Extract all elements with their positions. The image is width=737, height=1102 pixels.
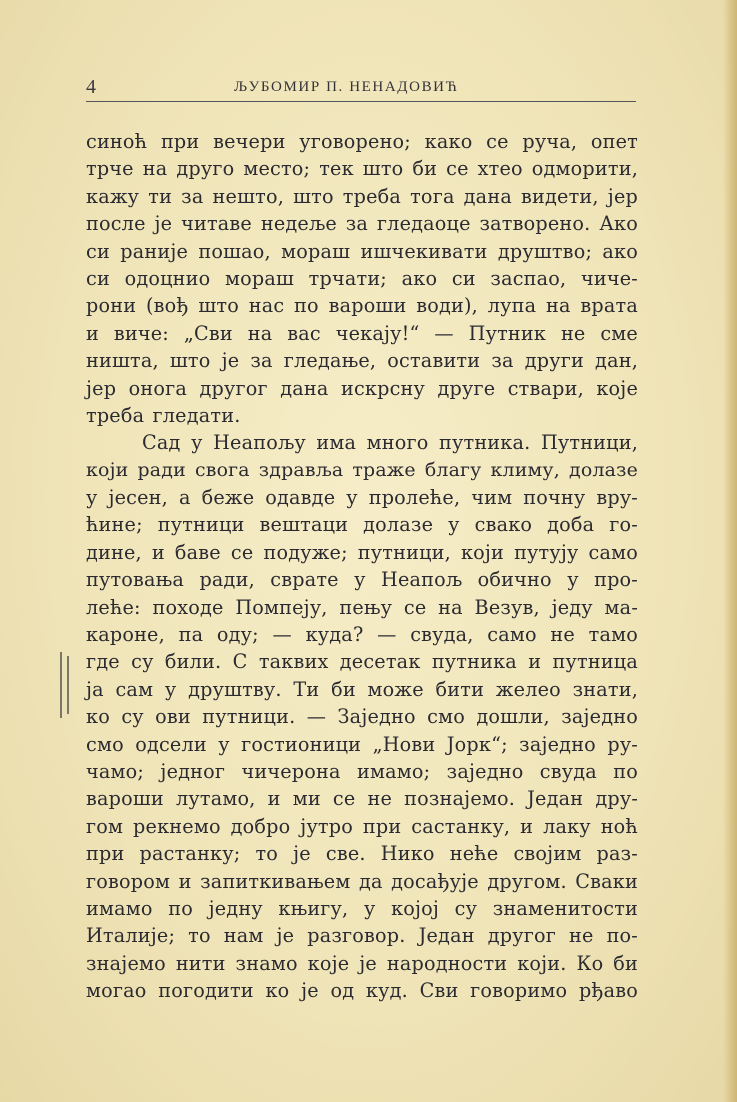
text-line: треба гледати. bbox=[86, 403, 241, 427]
page-header bbox=[86, 70, 636, 98]
text-line: говором и запиткивањем да досађује другом. Сваки bbox=[86, 869, 638, 893]
text-line: могао погодити ко је од куд. Сви говоримо рђаво bbox=[86, 979, 638, 1003]
text-line: ништа, што је за гледање, оставити за други дан, bbox=[86, 349, 638, 373]
text-line: знајемо нити знамо које је народности који. Ко би bbox=[86, 951, 638, 975]
text-line: кароне, па оду; — куда? — свуда, само не тамо bbox=[86, 623, 638, 647]
text-line: ја сам у друштву. Ти би може бити желео знати, bbox=[86, 677, 638, 701]
text-line: вароши лутамо, и ми се не познајемо. Један дру- bbox=[86, 787, 638, 811]
text-line: чамо; једног чичерона имамо; заједно свуда по bbox=[86, 759, 638, 783]
text-line: дине, и баве се подуже; путници, који путују само bbox=[86, 540, 638, 564]
text-line: јер онога другог дана искрсну друге ствари, које bbox=[86, 376, 638, 400]
text-line: после је читаве недеље за гледаоце затворено. Ако bbox=[86, 212, 638, 236]
text-line: Сад у Неапољу има много путника. Путници, bbox=[142, 431, 638, 455]
text-line: путовања ради, сврате у Неапољ обично у про- bbox=[86, 568, 638, 592]
margin-mark bbox=[60, 652, 62, 718]
margin-mark bbox=[67, 656, 69, 714]
text-line: смо одсели у гостионици „Нови Јорк“; заједно ру- bbox=[86, 732, 638, 756]
text-line: и виче: „Сви на вас чекају!“ — Путник не сме bbox=[86, 321, 638, 345]
margin-pencil-marks bbox=[60, 652, 74, 718]
text-line: у јесен, а беже одавде у пролеће, чим почну вру- bbox=[86, 486, 638, 510]
text-line: си одоцнио мораш трчати; ако си заспао, чиче- bbox=[86, 266, 638, 290]
text-line: Италије; то нам је разговор. Један другог не по- bbox=[86, 924, 638, 948]
text-line: трче на друго место; тек што би се хтео одморити, bbox=[86, 157, 638, 181]
text-line: ћине; путници вештаци долазе у свако доба го- bbox=[86, 513, 638, 537]
text-line: си раније пошао, мораш ишчекивати друштво; ако bbox=[86, 239, 638, 263]
running-head: ЉУБОМИР П. НЕНАДОВИЋ bbox=[234, 79, 459, 95]
header-rule bbox=[86, 101, 636, 102]
text-line: где су били. С таквих десетак путника и путница bbox=[86, 650, 638, 674]
text-line: кажу ти за нешто, што треба тога дана видети, јер bbox=[86, 184, 638, 208]
text-line: синоћ при вечери уговорено; како се руча, опет bbox=[86, 130, 638, 153]
text-line: ко су ови путници. — Заједно смо дошли, заједно bbox=[86, 705, 638, 729]
body-text bbox=[86, 128, 638, 1005]
text-line: леће: походе Помпеју, пењу се на Везув, једу ма- bbox=[86, 595, 638, 619]
text-line: рони (вођ што нас по вароши води), лупа на врата bbox=[86, 294, 638, 318]
text-line: гом рекнемо добро јутро при састанку, и лаку ноћ bbox=[86, 814, 638, 838]
text-line: имамо по једну књигу, у којој су знаменитости bbox=[86, 896, 638, 920]
page-edge-shadow bbox=[723, 0, 737, 1102]
text-line: који ради свога здравља траже благу климу, долазе bbox=[86, 458, 638, 481]
page-number: 4 bbox=[86, 76, 96, 98]
text-line: при растанку; то је све. Нико неће својим раз- bbox=[86, 842, 638, 866]
